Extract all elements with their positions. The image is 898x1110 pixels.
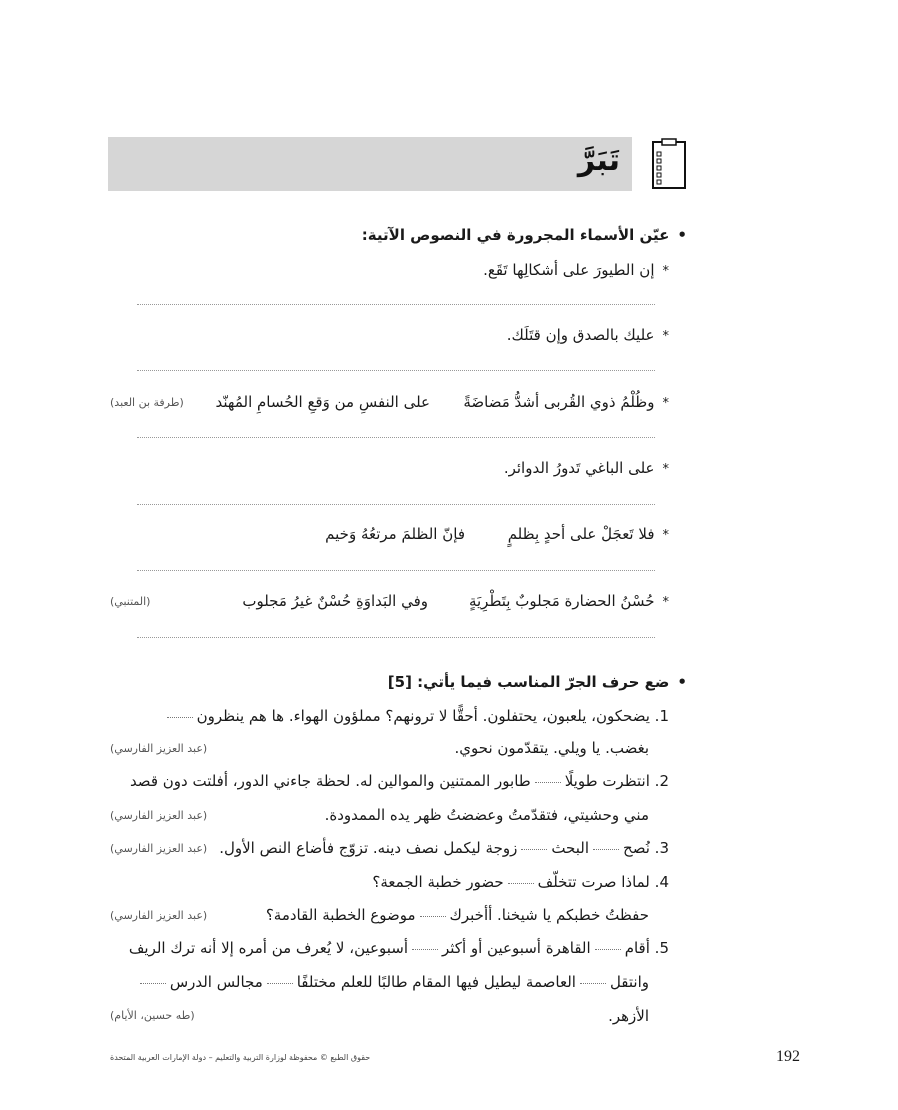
- exercise-2-item-3-line-1: 3. نُصحالبحثزوجة ليكمل نصف دينه. تزوّج فأضاع النص الأول.: [219, 839, 669, 857]
- answer-line[interactable]: [137, 637, 655, 638]
- author-attribution: (طرفة بن العبد): [110, 396, 184, 409]
- answer-line[interactable]: [137, 504, 655, 505]
- author-attribution: (المتنبي): [110, 595, 151, 608]
- star-bullet-icon: *: [662, 462, 669, 477]
- exercise-2-item-1-line-1: 1. يضحكون، يلعبون، يحتفلون. أحقًّا لا ترونهم؟ مملؤون الهواء. ها هم ينظرون: [163, 706, 669, 726]
- fill-blank[interactable]: [580, 983, 606, 984]
- fill-blank[interactable]: [593, 849, 619, 850]
- bullet-icon: •: [677, 226, 687, 244]
- fill-blank[interactable]: [420, 916, 446, 917]
- fill-blank[interactable]: [521, 849, 547, 850]
- author-attribution: (طه حسين، الأيام): [110, 1009, 195, 1022]
- clipboard-icon: [650, 138, 688, 190]
- author-attribution: (عبد العزيز الفارسي): [110, 842, 208, 855]
- exercise-1-verse-first-half: *حُسْنُ الحضارة مَجلوبٌ بِتَطْرِيَةٍ: [468, 592, 669, 610]
- answer-line[interactable]: [137, 370, 655, 371]
- exercise-1-verse-second-half: فإنّ الظلمَ مرتعُهُ وَخيم: [325, 525, 465, 543]
- section-title: تَبَرَّ: [577, 143, 620, 178]
- exercise-2-item-2-line-1: 2. انتظرت طويلًاطابور الممتنين والموالين له. لحظة جاءني الدور، أفلتت دون قصد: [129, 772, 669, 790]
- fill-blank[interactable]: [140, 983, 166, 984]
- fill-blank[interactable]: [267, 983, 293, 984]
- exercise-2-item-5-line-3: الأزهر.: [608, 1007, 649, 1025]
- copyright-notice: حقوق الطبع © محفوظة لوزارة التربية والتعليم – دولة الإمارات العربية المتحدة: [110, 1053, 371, 1062]
- star-bullet-icon: *: [662, 595, 669, 610]
- page-number: 192: [776, 1048, 800, 1065]
- answer-line[interactable]: [137, 437, 655, 438]
- author-attribution: (عبد العزيز الفارسي): [110, 809, 208, 822]
- star-bullet-icon: *: [662, 528, 669, 543]
- fill-blank[interactable]: [508, 883, 534, 884]
- exercise-2-item-4-line-1: 4. لماذا صرت تتخلّفحضور خطبة الجمعة؟: [372, 873, 669, 891]
- exercise-2-heading: •ضع حرف الجرّ المناسب فيما يأتي: [5]: [387, 673, 687, 691]
- exercise-1-item: *على الباغي تَدورُ الدوائر.: [503, 459, 669, 477]
- fill-blank[interactable]: [412, 949, 438, 950]
- fill-blank[interactable]: [167, 717, 193, 718]
- exercise-1-verse-second-half: على النفسِ من وَقعِ الحُسامِ المُهنّد: [215, 393, 430, 411]
- exercise-1-heading: •عيّن الأسماء المجرورة في النصوص الآتية:: [361, 226, 687, 244]
- exercise-2-item-5-line-2: وانتقلالعاصمة ليطيل فيها المقام طالبًا للعلم مختلفًامجالس الدرس: [136, 972, 649, 992]
- fill-blank[interactable]: [595, 949, 621, 950]
- author-attribution: (عبد العزيز الفارسي): [110, 909, 208, 922]
- fill-blank[interactable]: [535, 782, 561, 783]
- author-attribution: (عبد العزيز الفارسي): [110, 742, 208, 755]
- exercise-2-item-1-line-2: بغضب. يا ويلي. يتقدّمون نحوي.: [454, 739, 649, 757]
- exercise-1-item: *عليك بالصدق وإن قتَلَك.: [506, 326, 669, 344]
- exercise-2-item-5-line-1: 5. أقامالقاهرة أسبوعين أو أكثرأسبوعين، لا يُعرف من أمره إلا أنه ترك الريف: [128, 939, 669, 957]
- bullet-icon: •: [677, 673, 687, 691]
- section-header-bar: [108, 137, 632, 191]
- answer-line[interactable]: [137, 570, 655, 571]
- exercise-1-verse-first-half: *فلا تَعجَلْ على أحدٍ بِظلمٍ: [507, 525, 669, 543]
- star-bullet-icon: *: [662, 396, 669, 411]
- exercise-1-item: *إن الطيورَ على أشكالِها تَقَع.: [483, 261, 669, 279]
- star-bullet-icon: *: [662, 264, 669, 279]
- answer-line[interactable]: [137, 304, 655, 305]
- exercise-1-verse-first-half: *وظُلْمُ ذوي القُربى أشدُّ مَضاضَةً: [463, 393, 669, 411]
- exercise-2-item-4-line-2: حفظتُ خطبكم يا شيخنا. أأخبركموضوع الخطبة القادمة؟: [265, 906, 649, 924]
- exercise-2-item-2-line-2: مني وحشيتي، فتقدّمتُ وعضضتُ ظهر يده الممدودة.: [324, 806, 649, 824]
- exercise-1-verse-second-half: وفي البَداوَةِ حُسْنٌ غيرُ مَجلوب: [242, 592, 428, 610]
- star-bullet-icon: *: [662, 329, 669, 344]
